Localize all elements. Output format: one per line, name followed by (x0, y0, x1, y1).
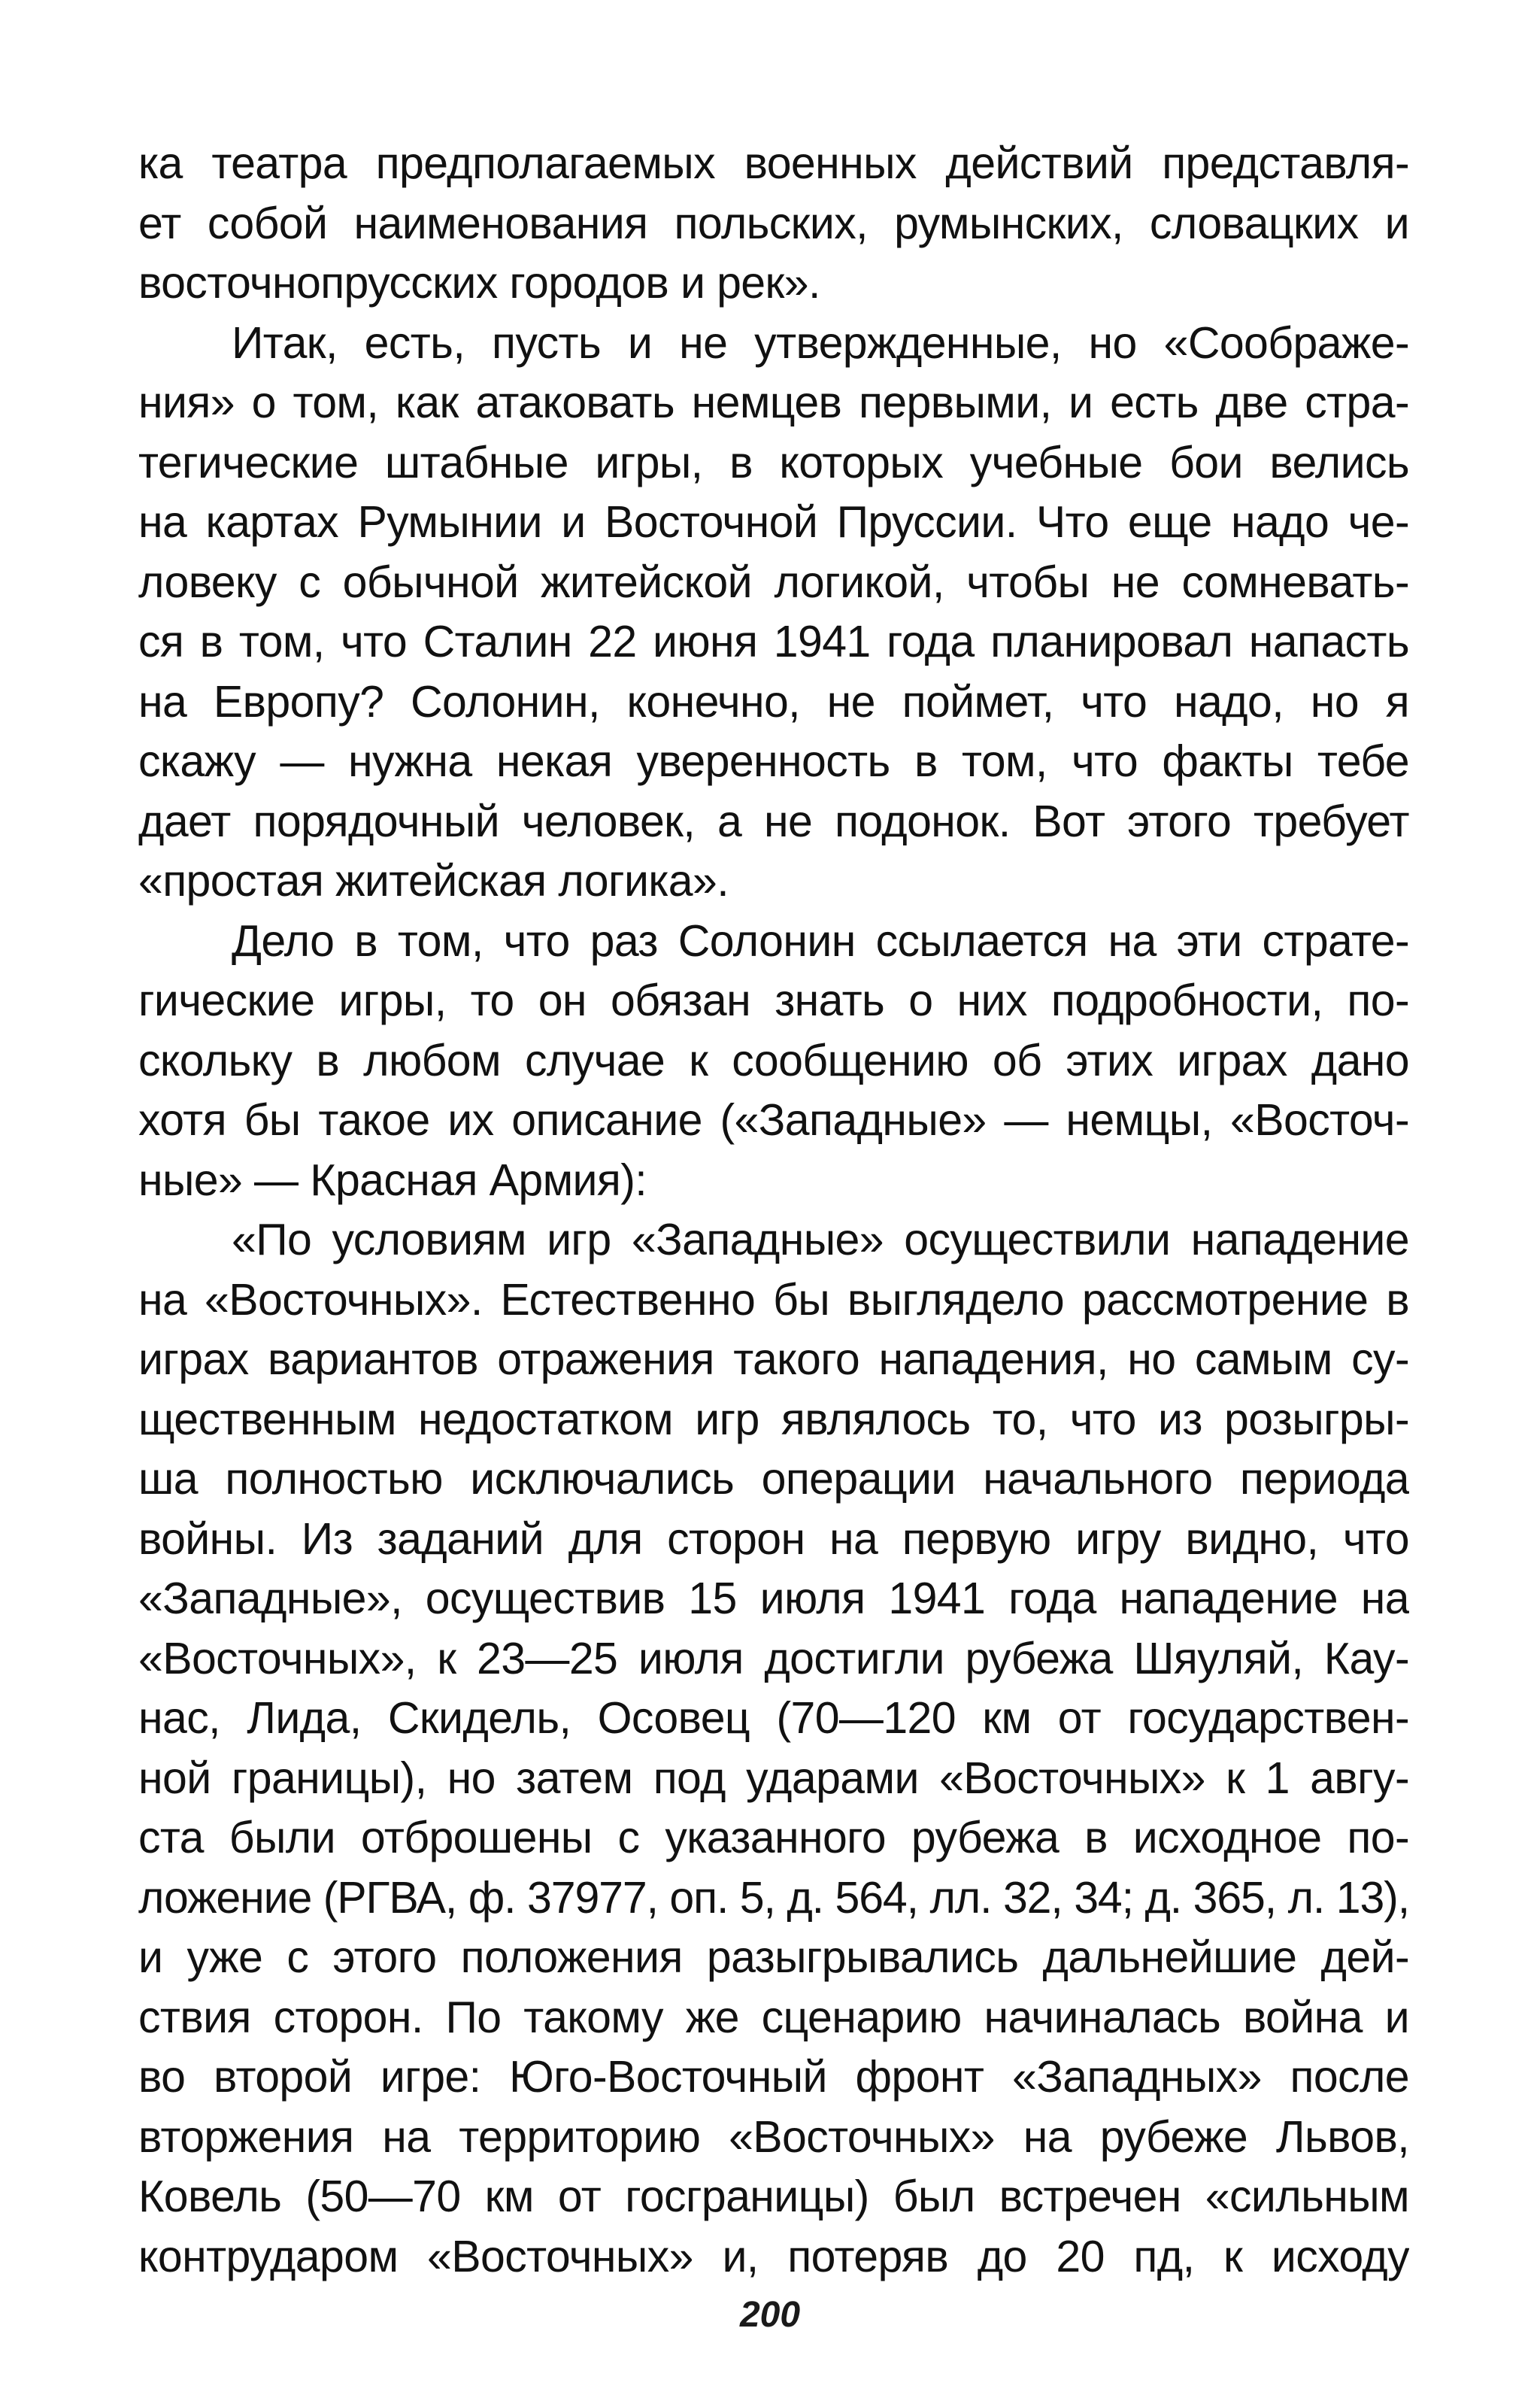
text-line: во второй игре: Юго-Восточный фронт «Западных» после (138, 2052, 1409, 2102)
text-line: на «Восточных». Естественно бы выглядело рассмотрение в (138, 1274, 1409, 1325)
text-line: ша полностью исключались операции начального периода (138, 1454, 1409, 1504)
text-line: Ковель (50—70 км от госграницы) был встречен «сильным (138, 2172, 1409, 2221)
text-line: играх вариантов отражения такого нападения, но самым су- (138, 1334, 1409, 1384)
text-line: на картах Румынии и Восточной Пруссии. Что еще надо че- (138, 497, 1409, 547)
text-line: ся в том, что Сталин 22 июня 1941 года планировал напасть (138, 617, 1409, 666)
text-line: нас, Лида, Скидель, Осовец (70—120 км от государствен- (138, 1693, 1409, 1743)
text-line: Дело в том, что раз Солонин ссылается на эти страте- (232, 915, 1409, 966)
text-line: тегические штабные игры, в которых учебные бои велись (138, 437, 1409, 487)
text-line: ной границы), но затем под ударами «Восточных» к 1 авгу- (138, 1753, 1409, 1803)
text-line: скольку в любом случае к сообщению об этих играх дано (138, 1035, 1409, 1085)
text-line: войны. Из заданий для сторон на первую игру видно, что (138, 1513, 1409, 1564)
text-line: контрударом «Восточных» и, потеряв до 20 пд, к исходу (138, 2231, 1409, 2281)
text-line: на Европу? Солонин, конечно, не поймет, что надо, но я (138, 676, 1409, 727)
text-line: скажу — нужна некая уверенность в том, что факты тебе (138, 736, 1409, 786)
text-line: «простая житейская логика». (138, 856, 729, 906)
text-line: гические игры, то он обязан знать о них подробности, по- (138, 976, 1409, 1025)
text-line: восточнопрусских городов и рек». (138, 258, 820, 308)
text-line: ствия сторон. По такому же сценарию начиналась война и (138, 1992, 1409, 2042)
text-line: дает порядочный человек, а не подонок. Вот этого требует (138, 796, 1409, 846)
text-line: ет собой наименования польских, румынских, словацких и (138, 198, 1409, 248)
text-line: вторжения на территорию «Восточных» на рубеже Львов, (138, 2111, 1409, 2162)
text-line: хотя бы такое их описание («Западные» — немцы, «Восточ- (138, 1095, 1409, 1145)
text-line: Итак, есть, пусть и не утвержденные, но «Соображе- (232, 317, 1409, 368)
text-line: ные» — Красная Армия): (138, 1155, 647, 1205)
text-line: «Западные», осуществив 15 июля 1941 года нападение на (138, 1574, 1409, 1623)
text-line: ложение (РГВА, ф. 37977, оп. 5, д. 564, лл. 32, 34; д. 365, л. 13), (138, 1872, 1409, 1923)
text-line: и уже с этого положения разыгрывались дальнейшие дей- (138, 1932, 1409, 1982)
text-line: ния» о том, как атаковать немцев первыми, и есть две стра- (138, 378, 1409, 427)
text-line: ловеку с обычной житейской логикой, чтобы не сомневать- (138, 557, 1409, 607)
text-line: «По условиям игр «Западные» осуществили нападение (232, 1215, 1409, 1264)
text-line: «Восточных», к 23—25 июля достигли рубежа Шяуляй, Кау- (138, 1633, 1409, 1683)
text-line: щественным недостатком игр являлось то, что из розыгры- (138, 1394, 1409, 1444)
text-line: ста были отброшены с указанного рубежа в исходное по- (138, 1813, 1409, 1862)
page-number: 200 (739, 2295, 801, 2335)
body-text (138, 134, 1409, 2287)
text-line: ка театра предполагаемых военных действий представля- (138, 138, 1409, 188)
